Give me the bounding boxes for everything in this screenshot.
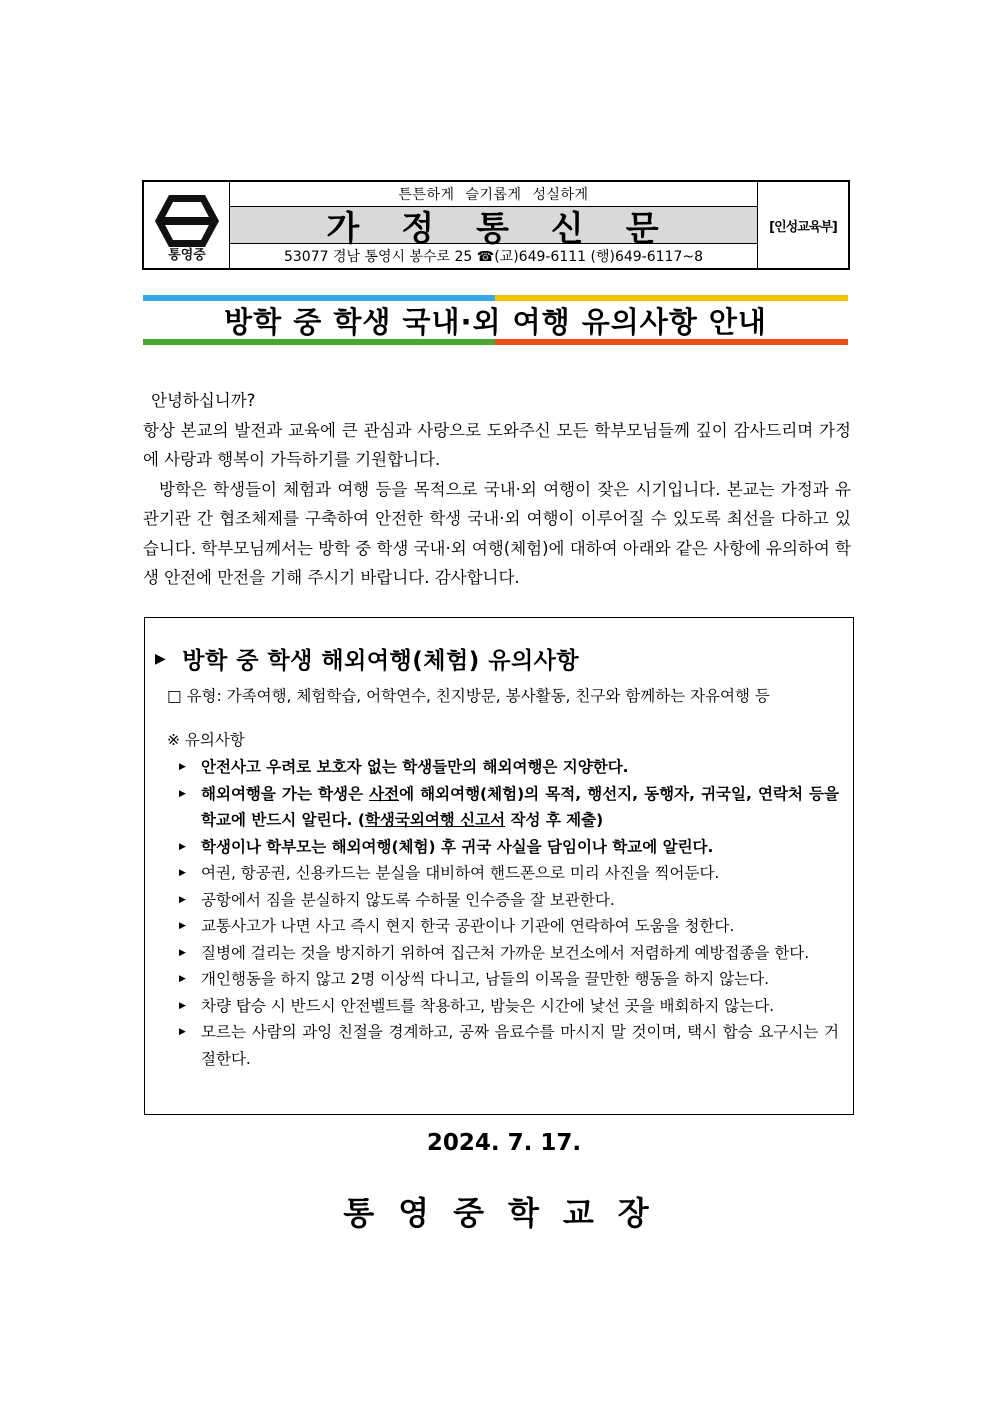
bullet-icon: ▶: [179, 921, 186, 931]
bullet-icon: ▶: [179, 868, 186, 878]
list-item: [177, 860, 839, 887]
list-item-text: 교통사고가 나면 사고 즉시 현지 한국 공관이나 기관에 연락하여 도움을 청한다.: [201, 917, 735, 935]
greeting: 안녕하십니까?: [151, 391, 256, 410]
list-item: [177, 993, 839, 1020]
notes-list: [177, 754, 839, 1072]
bullet-icon: ▶: [179, 1027, 186, 1037]
list-item: [177, 940, 839, 967]
bullet-icon: ▶: [179, 841, 186, 852]
logo-text: 통영중: [167, 248, 206, 263]
list-item-text: 공항에서 짐을 분실하지 않도록 수하물 인수증을 잘 보관한다.: [201, 890, 615, 909]
header-center: [230, 182, 758, 268]
bullet-icon: ▶: [179, 1000, 186, 1011]
bullet-icon: ▶: [179, 947, 186, 958]
list-item: [177, 754, 839, 781]
list-item-text: 개인행동을 하지 않고 2명 이상씩 다니고, 남들의 이목을 끌만한 행동을 하지 않는다.: [201, 970, 770, 988]
list-item-text: 학생이나 학부모는 해외여행(체험) 후 귀국 사실을 담임이나 학교에 알린다.: [201, 837, 714, 856]
bullet-icon: ▶: [179, 762, 186, 772]
school-emblem-icon: [149, 187, 225, 263]
list-item-text: 작성 후 제출): [505, 811, 604, 829]
underlined-text: 사전: [369, 784, 400, 803]
list-item-text: 해외여행을 가는 학생은: [201, 784, 370, 803]
school-motto: 튼튼하게 슬기롭게 성실하게: [398, 187, 589, 203]
list-item: [177, 781, 839, 834]
header-table: [142, 180, 850, 270]
bullet-icon: ▶: [179, 894, 186, 905]
department-label: [인성교육부]: [769, 219, 837, 235]
list-item-text: 안전사고 우려로 보호자 없는 학생들만의 해외여행은 지양한다.: [201, 758, 629, 776]
intro-paragraph-1: 항상 본교의 발전과 교육에 큰 관심과 사랑으로 도와주신 모든 학부모님들께 깊이 감사드리며 가정에 사랑과 행복이 가득하기를 기원합니다.: [143, 420, 851, 469]
intro-paragraph-2: 방학은 학생들이 체험과 여행 등을 목적으로 국내·외 여행이 잦은 시기입니다. 본교는 가정과 유관기관 간 협조체제를 구축하여 안전한 학생 국내·외 여행이 이루어질 수 있도록 최선을 다하고 있습니다. 학부모님께서는 방학 중 학생 국내·외 여행(체험)에 대하여 아래와 같은 사항에 유의하여 학생 안전에 만전을 기해 주시기 바랍니다. 감사합니다.: [143, 479, 851, 587]
list-item-text: 차량 탑승 시 반드시 안전벨트를 착용하고, 밤늦은 시간에 낯선 곳을 배회하지 않는다.: [201, 996, 775, 1015]
list-item-text: 여권, 항공권, 신용카드는 분실을 대비하여 핸드폰으로 미리 사진을 찍어둔다.: [201, 864, 720, 882]
issue-date: 2024. 7. 17.: [426, 1130, 582, 1156]
list-item-text: 질병에 걸리는 것을 방지하기 위하여 집근처 가까운 보건소에서 저렴하게 예방접종을 한다.: [201, 943, 810, 962]
school-address: 53077 경남 통영시 봉수로 25 ☎(교)649-6111 (행)649-6117~8: [283, 249, 704, 265]
triangle-right-icon: ▶: [155, 650, 167, 667]
notice-title-text: 방학 중 학생 해외여행(체험) 유의사항: [182, 648, 580, 674]
travel-types: □ 유형: 가족여행, 체험학습, 어학연수, 친지방문, 봉사활동, 친구와 함께하는 자유여행 등: [167, 687, 770, 705]
bullet-icon: ▶: [179, 788, 186, 799]
list-item: [177, 887, 839, 914]
notice-banner: [143, 295, 848, 345]
banner-title: 방학 중 학생 국내·외 여행 유의사항 안내: [224, 304, 767, 339]
notes-heading: ※ 유의사항: [167, 731, 245, 749]
notice-box: [144, 617, 854, 1115]
principal-signature: 통영중학교장: [343, 1194, 673, 1232]
list-item: [177, 834, 839, 861]
report-form-name: 학생국외여행 신고서: [364, 811, 506, 829]
list-item: [177, 913, 839, 940]
document-title: 가정통신문: [230, 206, 757, 244]
school-logo: [144, 182, 230, 268]
bullet-icon: ▶: [179, 974, 186, 984]
intro-section: [143, 386, 851, 593]
notice-title: [155, 642, 579, 675]
list-item-text: 모르는 사람의 과잉 친절을 경계하고, 공짜 음료수를 마시지 말 것이며, 택시 합승 요구시는 거절한다.: [201, 1023, 839, 1068]
list-item-text: 에 해외여행(체험)의 목적, 행선지, 동행자, 귀국일, 연락처 등을 학교에 반드시 알린다. (: [201, 784, 839, 829]
list-item: [177, 1019, 839, 1072]
list-item: [177, 966, 839, 993]
